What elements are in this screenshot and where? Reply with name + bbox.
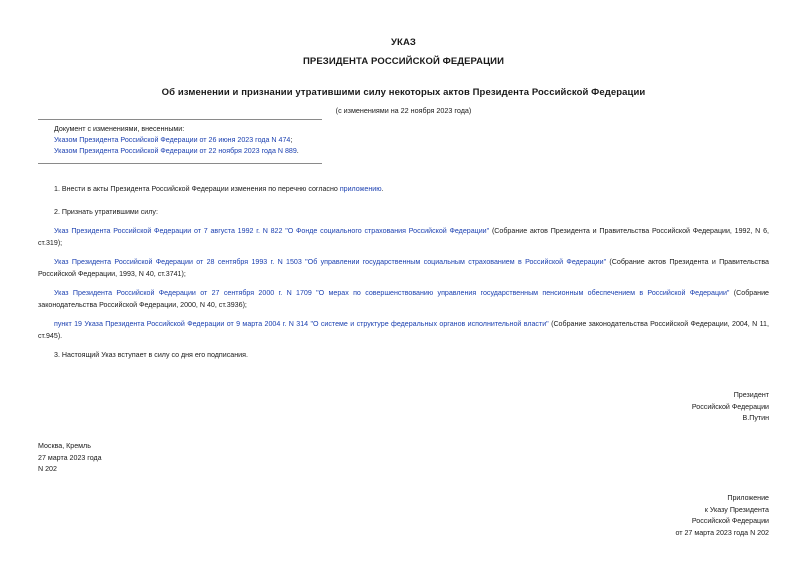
- repealed-item: пункт 19 Указа Президента Российской Федерации от 9 марта 2004 г. N 314 "О системе и структуре федеральных органов исполнительной власти" (Собрание законодательства Российской Федерации, 2004, N 11, ст.945).: [38, 320, 769, 340]
- amendment-item: Указом Президента Российской Федерации от 26 июня 2023 года N 474;: [54, 136, 293, 144]
- signature-block: [692, 390, 769, 425]
- amendments-intro: Документ с изменениями, внесенными:: [54, 125, 185, 133]
- appendix-line: к Указу Президента: [704, 505, 769, 514]
- signatory-title-2: Российской Федерации: [691, 402, 769, 411]
- appendix-link[interactable]: приложению: [339, 185, 382, 193]
- appendix-line: Приложение: [727, 494, 769, 502]
- signing-place: Москва, Кремль: [38, 442, 91, 450]
- place-date-block: [38, 441, 102, 476]
- appendix-header: [675, 493, 769, 539]
- appendix-line: от 27 марта 2023 года N 202: [675, 528, 769, 537]
- paragraph-3: 3. Настоящий Указ вступает в силу со дня его подписания.: [54, 351, 248, 359]
- amendments-box: [38, 119, 322, 164]
- amendment-item: Указом Президента Российской Федерации от 22 ноября 2023 года N 889.: [54, 147, 299, 155]
- signatory-title: Президент: [733, 391, 769, 399]
- repealed-act-link[interactable]: Указ Президента Российской Федерации от 28 сентября 1993 г. N 1503 "Об управлении государственным социальным страхованием в Российской Федерации": [54, 258, 607, 266]
- amendment-link[interactable]: Указом Президента Российской Федерации от 22 ноября 2023 года N 889: [54, 147, 297, 155]
- signing-date: 27 марта 2023 года: [38, 453, 102, 462]
- document-heading: Об изменении и признании утратившими силу некоторых актов Президента Российской Федерации: [161, 87, 646, 98]
- repealed-act-link[interactable]: Указ Президента Российской Федерации от 27 сентября 2000 г. N 1709 "О мерах по совершенствованию управления государственным пенсионным обеспечением в Российской Федерации": [54, 289, 730, 297]
- paragraph-1: 1. Внести в акты Президента Российской Федерации изменения по перечню согласно приложению.: [54, 185, 384, 193]
- amendment-link[interactable]: Указом Президента Российской Федерации от 26 июня 2023 года N 474: [54, 136, 291, 144]
- issuer-title: ПРЕЗИДЕНТА РОССИЙСКОЙ ФЕДЕРАЦИИ: [302, 56, 505, 67]
- repealed-act-link[interactable]: пункт 19 Указа Президента Российской Федерации от 9 марта 2004 г. N 314 "О системе и структуре федеральных органов исполнительной власти": [54, 320, 549, 328]
- repealed-item: Указ Президента Российской Федерации от 7 августа 1992 г. N 822 "О Фонде социального страхования Российской Федерации" (Собрание актов Президента и Правительства Российской Федерации, 1992, N 6, ст.319);: [38, 227, 769, 247]
- signatory-name: В.Путин: [742, 414, 769, 422]
- doc-type-title: УКАЗ: [391, 37, 416, 48]
- appendix-line: Российской Федерации: [691, 517, 769, 525]
- document-number: N 202: [38, 465, 57, 473]
- paragraph-2: 2. Признать утратившими силу:: [54, 208, 158, 216]
- repealed-act-link[interactable]: Указ Президента Российской Федерации от 7 августа 1992 г. N 822 "О Фонде социального страхования Российской Федерации": [54, 227, 490, 235]
- repealed-item: Указ Президента Российской Федерации от 27 сентября 2000 г. N 1709 "О мерах по совершенствованию управления государственным пенсионным обеспечением в Российской Федерации" (Собрание законодательства Российской Федерации, 2000, N 40, ст.3936);: [38, 289, 769, 309]
- repealed-item: Указ Президента Российской Федерации от 28 сентября 1993 г. N 1503 "Об управлении государственным социальным страхованием в Российской Федерации" (Собрание актов Президента и Правительства Российской Федерации, 1993, N 40, ст.3741);: [38, 258, 769, 278]
- amended-note: (с изменениями на 22 ноября 2023 года): [335, 106, 472, 115]
